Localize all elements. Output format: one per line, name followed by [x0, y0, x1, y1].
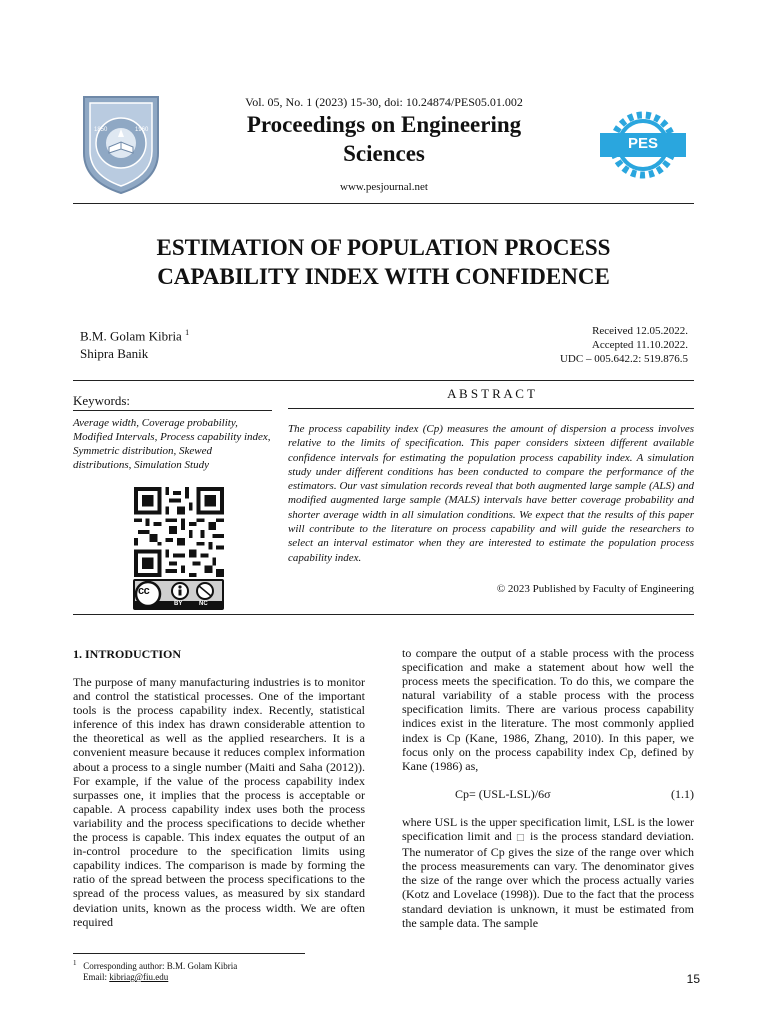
- footnote-author: Corresponding author: B.M. Golam Kibria: [83, 961, 238, 971]
- equation-cp: Cp= (USL-LSL)/6σ: [455, 787, 551, 801]
- journal-title-line1: Proceedings on Engineering: [246, 112, 522, 137]
- section-heading-introduction: 1. INTRODUCTION: [73, 647, 182, 661]
- journal-title-line2: Sciences: [343, 141, 425, 166]
- article-title-line2: CAPABILITY INDEX WITH CONFIDENCE: [157, 264, 610, 289]
- logo-year-right: 1960: [135, 127, 149, 133]
- copyright-line: © 2023 Published by Faculty of Engineering: [496, 583, 694, 595]
- article-dates: [440, 324, 688, 366]
- footnote-line-1: [73, 958, 237, 972]
- udc-code: UDC – 005.642.2: 519.876.5: [559, 353, 688, 365]
- pes-logo: [596, 109, 690, 181]
- qr-code: [133, 487, 225, 577]
- abstract-heading: A B S T R A C T: [447, 386, 535, 401]
- journal-website: www.pesjournal.net: [340, 181, 428, 193]
- citation-line: Vol. 05, No. 1 (2023) 15-30, doi: 10.24874/PES05.01.002: [245, 95, 523, 109]
- nc-label: NC: [199, 601, 208, 607]
- footnote-email-label: Email:: [83, 972, 110, 982]
- intro-left-paragraph: The purpose of many manufacturing industries is to monitor and control the statistical processes. One of the important tools is the process capability index. Recently, statistical inference of this index has drawn considerable attention to the theoretical as well as the applied researchers. It is a convenient measure because it reduces complex information about a process to a single number (Maiti and Saha (2012)). For example, if the value of the process capability index surpasses one, it implies that the process is acceptable or capable. A process capability index uses both the process variability and the process specifications to decide whether the process is capable. This index equates the output of an in-control procedure to the specification limits using capability indices. The comparison is made by forming the ratio of the spread between the process specifications to the spread of the process values, as measured by six standard deviation units, known as the process width. We are often required: [73, 675, 365, 929]
- keywords-divider: [73, 410, 272, 411]
- author-1: [80, 324, 189, 345]
- header-divider: [73, 203, 694, 204]
- abstract-divider: [288, 408, 694, 409]
- paragraph-text: where USL is the upper specification limit, LSL is the lower specification limit and: [402, 815, 694, 844]
- cc-license-badge: [133, 579, 224, 610]
- author-list: [80, 324, 189, 363]
- footnote-line-2: [73, 972, 237, 983]
- author-name: Shipra Banik: [80, 346, 149, 362]
- keywords-list: Average width, Coverage probability, Modified Intervals, Process capability index, Symmetric distribution, Skewed distributions, Simulation Study: [73, 417, 271, 471]
- intro-right-paragraph-1: to compare the output of a stable process with the process specification and make a statement about how well the process meets the specification. To do this, we compare the natural variability of a stable process with the process specification limits. There are various process capability indices exist in the literature. The most commonly applied index is Cp (Kane, 1986, Zhang, 2010). In this paper, we focus only on the process capability index Cp, defined by Kane (1986) as,: [402, 646, 694, 773]
- page-number: 15: [686, 972, 700, 986]
- received-date: Received 12.05.2022.: [592, 325, 688, 337]
- equation-number: (1.1): [671, 787, 694, 801]
- author-footnote-marker: 1: [185, 328, 190, 337]
- footnote: [73, 958, 237, 983]
- pes-logo-text: PES: [627, 135, 658, 152]
- journal-title: [200, 110, 568, 168]
- section-divider: [73, 380, 694, 381]
- article-title-line1: ESTIMATION OF POPULATION PROCESS: [156, 235, 611, 260]
- abstract-end-divider: [73, 614, 694, 615]
- university-logo: [80, 93, 162, 195]
- accepted-date: Accepted 11.10.2022.: [591, 339, 688, 351]
- paragraph-text: is the process standard deviation. The numerator of Cp gives the size of the range over which the process measurements can vary. The denominator gives the size of the range over which the process actually varies (Kotz and Lovelace (1998)). Due to the fact that the process standard deviation is unknown, it must be estimated from the sample data. The sample: [402, 829, 694, 930]
- article-title: [73, 233, 694, 291]
- author-2: [80, 345, 189, 363]
- by-label: BY: [174, 601, 183, 607]
- cc-icon: cc: [138, 585, 150, 597]
- author-email-link[interactable]: kibriag@fiu.edu: [109, 972, 169, 982]
- logo-year-left: 1850: [94, 127, 108, 133]
- abstract-text: The process capability index (Cp) measures the amount of dispersion a process involves relative to the limits of specification. This paper considers sixteen different available confidence intervals for estimating the population process capability index. A simulation study under different conditions has been conducted to compare the performance of the estimators. Our vast simulation records reveal that both augmented large sample (ALS) and modified augmented large sample (MALS) intervals have better coverage probability and shorter average width in all simulation conditions. We expect that the results of this paper will contribute to the literature on process capability and will guide the researchers to select an interval estimator when they are interested to estimate the population process capability index.: [288, 423, 694, 564]
- footnote-marker: 1: [73, 959, 77, 967]
- missing-sigma-glyph: □: [516, 833, 526, 844]
- author-name: B.M. Golam Kibria: [80, 328, 182, 344]
- footnote-divider: [73, 953, 305, 954]
- keywords-heading: Keywords:: [73, 393, 131, 408]
- intro-right-paragraph-2: [402, 815, 694, 930]
